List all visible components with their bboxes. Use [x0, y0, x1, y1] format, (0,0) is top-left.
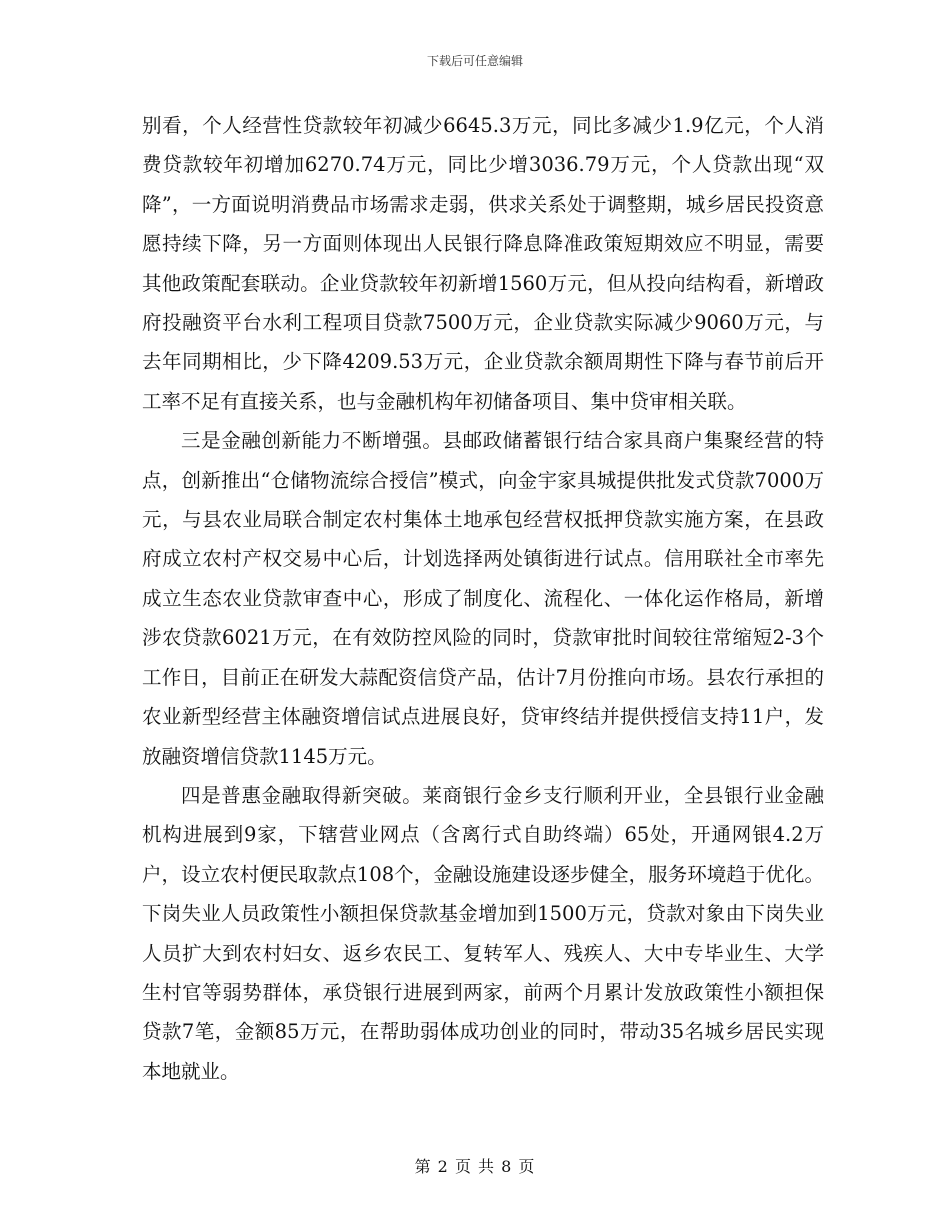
document-body	[142, 106, 824, 1091]
paragraph-continued: 别看，个人经营性贷款较年初减少6645.3万元，同比多减少1.9亿元，个人消费贷款较年初增加6270.74万元，同比少增3036.79万元，个人贷款出现“双降”，一方面说明消费品市场需求走弱，供求关系处于调整期，城乡居民投资意愿持续下降，另一方面则体现出人民银行降息降准政策短期效应不明显，需要其他政策配套联动。企业贷款较年初新增1560万元，但从投向结构看，新增政府投融资平台水利工程项目贷款7500万元，企业贷款实际减少9060万元，与去年同期相比，少下降4209.53万元，企业贷款余额周期性下降与春节前后开工率不足有直接关系，也与金融机构年初储备项目、集中贷审相关联。	[142, 114, 824, 413]
page-header: 下载后可任意编辑	[426, 54, 523, 68]
page-number-footer: 第 2 页 共 8 页	[414, 1157, 536, 1176]
paragraph-financial-innovation: 三是金融创新能力不断增强。县邮政储蓄银行结合家具商户集聚经营的特点，创新推出“仓储物流综合授信”模式，向金宇家具城提供批发式贷款7000万元，与县农业局联合制定农村集体土地承包经营权抵押贷款实施方案，在县政府成立农村产权交易中心后，计划选择两处镇街进行试点。信用联社全市率先成立生态农业贷款审查中心，形成了制度化、流程化、一体化运作格局，新增涉农贷款6021万元，在有效防控风险的同时，贷款审批时间较往常缩短2-3个工作日，目前正在研发大蒜配资信贷产品，估计7月份推向市场。县农行承担的农业新型经营主体融资增信试点进展良好，贷审终结并提供授信支持11户，发放融资增信贷款1145万元。	[142, 429, 824, 768]
paragraph-inclusive-finance: 四是普惠金融取得新突破。莱商银行金乡支行顺利开业，全县银行业金融机构进展到9家，下辖营业网点（含离行式自助终端）65处，开通网银4.2万户，设立农村便民取款点108个，金融设施建设逐步健全，服务环境趋于优化。下岗失业人员政策性小额担保贷款基金增加到1500万元，贷款对象由下岗失业人员扩大到农村妇女、返乡农民工、复转军人、残疾人、大中专毕业生、大学生村官等弱势群体，承贷银行进展到两家，前两个月累计发放政策性小额担保贷款7笔，金额85万元，在帮助弱体成功创业的同时，带动35名城乡居民实现本地就业。	[142, 783, 824, 1083]
